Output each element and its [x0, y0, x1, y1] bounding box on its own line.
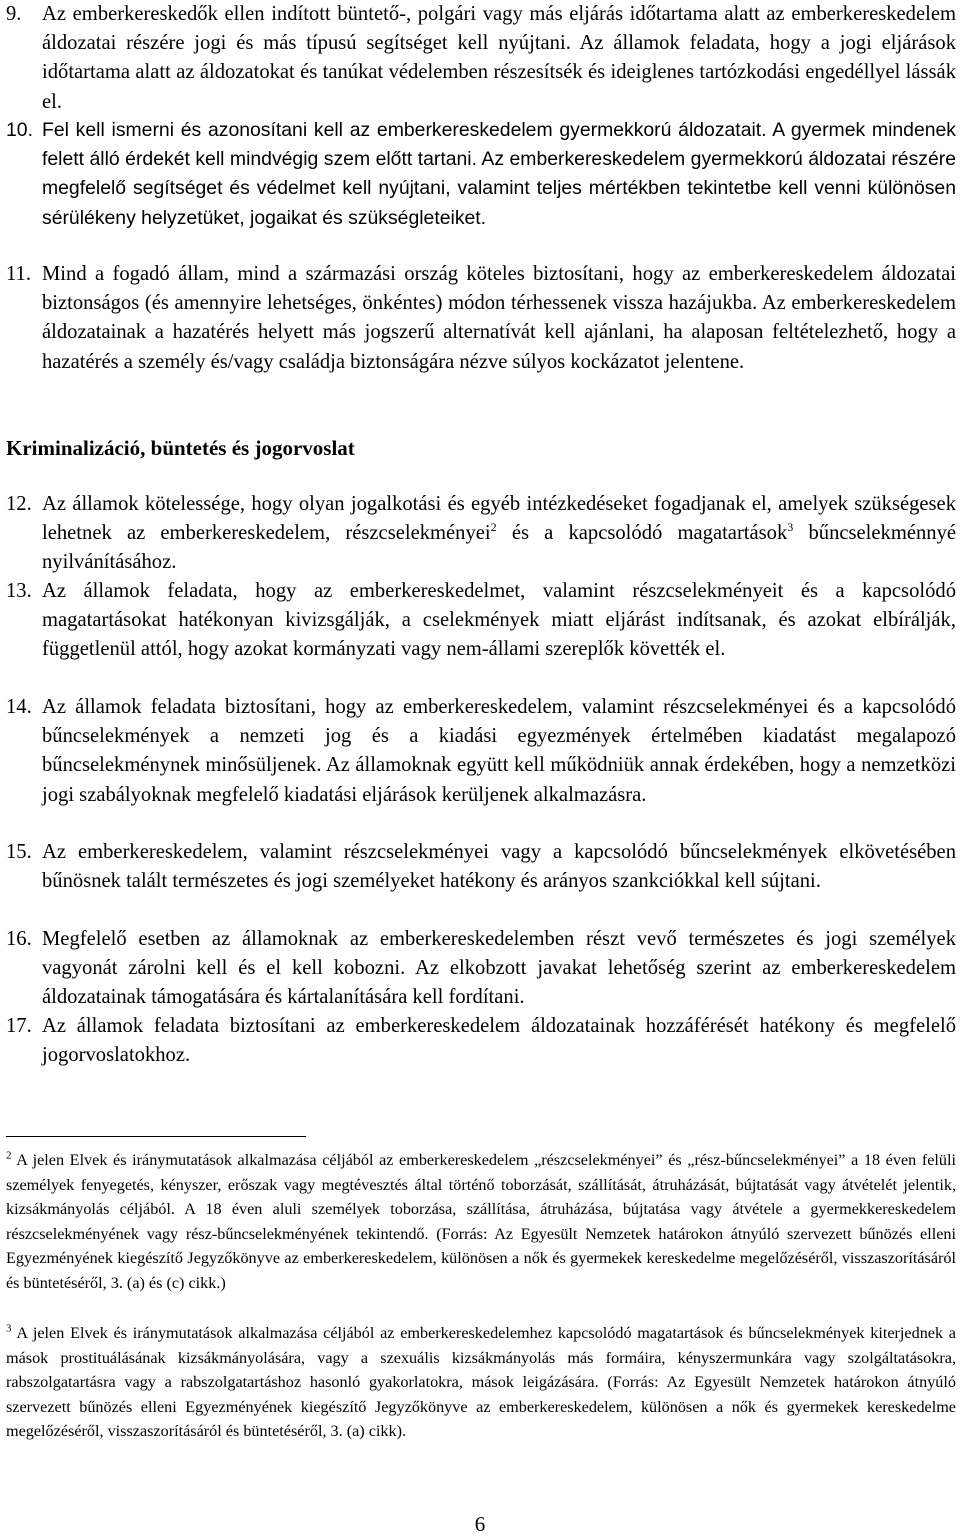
item-number: 10. — [6, 119, 33, 141]
item-text-part: Az államok kötelessége, hogy olyan jogalkotási és egyéb intézkedéseket fogadjanak el, amelyek szükségesek lehetnek az emberkereskedelem, részcselekményei — [42, 493, 956, 545]
item-text: Az államok feladata biztosítani, hogy az emberkereskedelem, valamint részcselekményei és a kapcsolódó bűncselekmények a nemzeti jog és a kiadási egyezmények értelmében kiadatást megalapozó bűncselekménynek minősüljenek. Az államoknak együtt kell működniük annak érdekében, hogy a nemzetközi jogi szabályoknak megfelelő kiadatási eljárások kerüljenek alkalmazásra. — [42, 696, 956, 806]
item-13 — [6, 577, 956, 665]
item-12 — [6, 490, 956, 578]
item-14 — [6, 693, 956, 810]
item-10 — [6, 116, 956, 233]
item-text — [42, 490, 956, 578]
item-11 — [6, 260, 956, 377]
footnote-3 — [6, 1321, 956, 1444]
item-text-part: bűncselekménnyé nyilvánításához. — [42, 522, 957, 574]
item-16 — [6, 925, 956, 1013]
item-text-part: és a kapcsolódó magatartások — [496, 522, 788, 545]
item-text: Az államok feladata, hogy az emberkereskedelmet, valamint részcselekményeit és a kapcsolódó magatartásokat hatékonyan kivizsgálják, a cselekmények miatt eljárást indítsanak, és azokat elbírálják, függetlenül attól, hogy azokat kormányzati vagy nem-állami szereplők követték el. — [42, 580, 956, 661]
item-17 — [6, 1012, 956, 1070]
footnote-mark: 2 — [6, 1149, 12, 1162]
item-text: Fel kell ismerni és azonosítani kell az emberkereskedelem gyermekkorú áldozatait. A gyermek mindenek felett álló érdekét kell mindvégig szem előtt tartani. Az emberkereskedelem gyermekkorú áldozatai részére megfelelő segítséget és védelmet kell nyújtani, valamint teljes mértékben tekintetbe kell venni különösen sérülékeny helyzetüket, jogaikat és szükségleteiket. — [42, 119, 956, 229]
item-number: 9. — [6, 3, 22, 25]
item-text: Az emberkereskedők ellen indított büntető-, polgári vagy más eljárás időtartama alatt az emberkereskedelem áldozatai részére jogi és más típusú segítséget kell nyújtani. Az államok feladata, hogy a jogi eljárások időtartama alatt az áldozatokat és tanúkat védelemben részesítsék és ideiglenes tartózkodási engedéllyel lássák el. — [42, 3, 956, 113]
document-page — [6, 0, 956, 1537]
footnote-text: A jelen Elvek és iránymutatások alkalmazása céljából az emberkereskedelem „részcselekményei” és „rész-bűncselekményei” a 18 éven felüli személyek fenyegetés, kényszer, erőszak vagy megtévesztés által történő toborzását, szállítását, átruházását, bújtatását vagy átvételét jelentik, kizsákmányolás céljából. A 18 éven aluli személyek toborzása, szállítása, átruházása, bújtatása vagy átvétele a gyermekkereskedelem részcselekményének vagy rész-bűncselekményének tekintendő. (Forrás: Az Egyesült Nemzetek határokon átnyúló szervezett bűnözés elleni Egyezményének kiegészítő Jegyzőkönyve az emberkereskedelem, különösen a nők és gyermekek kereskedelme megelőzéséről, visszaszorításáról és büntetéséről, 3. (a) és (c) cikk.) — [6, 1151, 956, 1292]
footnote-divider — [6, 1136, 306, 1137]
item-number: 11. — [6, 263, 31, 285]
item-9 — [6, 0, 956, 117]
footnote-ref-3[interactable]: 3 — [787, 520, 794, 535]
item-text: Megfelelő esetben az államoknak az emberkereskedelemben részt vevő természetes és jogi személyek vagyonát zárolni kell és el kell kobozni. Az elkobzott javakat lehetőség szerint az emberkereskedelem áldozatainak támogatására és kártalanítására kell fordítani. — [42, 928, 956, 1009]
page-number: 6 — [474, 1512, 486, 1536]
footnote-ref-2[interactable]: 2 — [490, 520, 497, 535]
item-number: 14. — [6, 696, 32, 718]
item-number: 15. — [6, 841, 32, 863]
footnote-mark: 3 — [6, 1322, 12, 1335]
item-15 — [6, 838, 956, 896]
item-text: Az államok feladata biztosítani az emberkereskedelem áldozatainak hozzáférését hatékony és megfelelő jogorvoslatokhoz. — [42, 1015, 956, 1067]
item-text: Mind a fogadó állam, mind a származási ország köteles biztosítani, hogy az emberkereskedelem áldozatai biztonságos (és amennyire lehetséges, önkéntes) módon térhessenek vissza hazájukba. Az emberkereskedelem áldozatainak a hazatérés helyett más jogszerű alternatívát kell ajánlani, ha alaposan feltételezhető, hogy a hazatérés a személy és/vagy családja biztonságára nézve súlyos kockázatot jelentene. — [42, 263, 956, 373]
footnote-text: A jelen Elvek és iránymutatások alkalmazása céljából az emberkereskedelemhez kapcsolódó magatartások és bűncselekmények kiterjednek a mások prostituálásának kizsákmányolására, vagy a szexuális kizsákmányolás más formáira, kényszermunkára vagy szolgáltatásokra, rabszolgatartásra vagy a rabszolgatartáshoz hasonló gyakorlatokra, mások leigázására. (Forrás: Az Egyesült Nemzetek határokon átnyúló szervezett bűnözés elleni Egyezményének kiegészítő Jegyzőkönyve az emberkereskedelem, különösen a nők és gyermekek kereskedelme megelőzéséről, visszaszorításáról és büntetéséről, 3. (a) cikk). — [6, 1324, 956, 1440]
section-heading: Kriminalizáció, büntetés és jogorvoslat — [6, 436, 355, 460]
item-text: Az emberkereskedelem, valamint részcselekményei vagy a kapcsolódó bűncselekmények elkövetésében bűnösnek talált természetes és jogi személyeket hatékony és arányos szankciókkal kell sújtani. — [42, 841, 956, 893]
item-number: 13. — [6, 580, 32, 602]
item-number: 16. — [6, 928, 32, 950]
footnote-2 — [6, 1148, 956, 1295]
item-number: 17. — [6, 1015, 32, 1037]
item-number: 12. — [6, 493, 32, 515]
